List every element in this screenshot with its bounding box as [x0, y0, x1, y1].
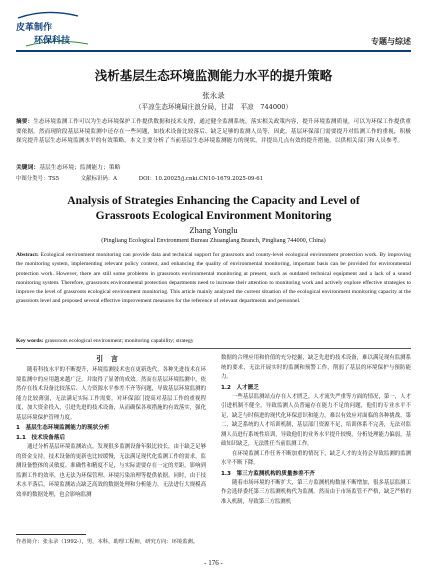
classification-meta [16, 175, 411, 184]
body-column-left [16, 354, 206, 500]
section-divider [16, 348, 411, 349]
document-code: 文献标识码：A [80, 176, 118, 182]
journal-logo [16, 10, 96, 48]
page-header [16, 10, 411, 50]
affiliation-en: (Pingliang Ecological Environment Bureau Zhuanglang Branch, Pingliang 744000, China) [101, 237, 326, 244]
author-footnote: 作者简介：张永录（1992-），男，本科，助理工程师，研究方向：环境监测。 [16, 539, 199, 545]
body-column-right [221, 354, 411, 507]
section-1-3-paragraph: 随着市场环境的不断扩大，第三方监测机构数量不断增加，很多基层监测工作会选择委托第三方监测机构代为监测。然而由于市场监管不严格，缺乏严格的准入机制，导致第三方监测机 [221, 479, 411, 505]
section-1-2-heading: 1.2 人才匮乏 [221, 384, 259, 391]
keywords-cn-text: 基层生态环境；监测能力；策略 [39, 165, 121, 171]
abstract-en-label: Abstract: [16, 252, 39, 258]
section-1-1-heading: 1.1 技术设备落后 [16, 435, 66, 441]
section-1-heading: 1 基层生态环境监测能力的现状分析 [16, 425, 110, 431]
abstract-cn-label: 摘要： [16, 119, 34, 125]
keywords-en-label: Key words: [16, 338, 44, 344]
abstract-cn [16, 118, 411, 147]
keywords-en-text: grassroots ecological environment; monitoring capability; strategy [43, 338, 194, 344]
keywords-cn-label: 关键词： [16, 165, 40, 171]
logo-line2: 环保科技 [34, 36, 71, 46]
intro-paragraph: 随着科技水平的不断提升，环境监测技术也在更新迭代，各种先进技术在环境监测中的应用越来越广泛，并取得了显著的成效。然而在基层环境监测中，依然存在技术设备比较落后、人力资源水平参差不齐等问题，导致基层环境监测的能力比较薄弱，无法满足实际工作需要。对环保部门提高对基层工作的重视程度，加大资金投入，引进先进的技术设备，从而确保各项措施的有效落实，强化基层环境保护管理力度。 [16, 367, 206, 421]
author-en: Zhang Yonglu [189, 225, 238, 235]
section-1-2-paragraph-2: 在环境监测工作任务不断加重的情况下，缺乏人才的支持会导致监测的监测水平不断下降。 [221, 450, 411, 466]
title-en [0, 193, 427, 223]
section-1-1-paragraph: 通过分析基层环境监测站点，发现很多监测设备年限比较长，由于缺乏足够的资金支持，技术设备的更新也比较缓慢，无法满足现代化监测工作的需求，监测设备整体的灵敏度、准确性和精度不足，与实际需要存在一定的差距。影响到监测工作的效率，也无法为环保管理、环境污染治理等提供依据。同时，由于技术水平落后，环境监测站点缺乏高效的数据处理和分析能力，无法进行大规模高效率的数据处理，也会影响监测 [16, 444, 206, 498]
title-cn: 浅析基层生态环境监测能力水平的提升策略 [94, 68, 333, 83]
clc-number: 中图分类号：TS5 [16, 176, 60, 182]
header-rule [16, 50, 411, 52]
abstract-en [16, 251, 411, 307]
author-cn: 张永录 [202, 91, 225, 100]
page-number: - 176 - [204, 559, 223, 567]
affiliation-cn: （平凉生态环境局庄浪分局，甘肃 平凉 744000） [134, 103, 293, 111]
abstract-cn-text: 生态环境监测工作可以为生态环境保护工作提供数据和技术支撑，通过健全监测系统，落实相关政策内容，提升环境监测质量，可以为环保工作提供重要依据。然而现阶段基层环境监测中还存在一些问题，如技术设备比较落后、缺乏足够的监测人员等，因此，基层环保部门需要提升对监测工作的重视，积极探究提升基层生态环境监测水平的有效策略。本文主要分析了当前基层生态环境监测能力的现状，并提出几点有效的提升措施，以供相关部门和人员参考。 [16, 119, 411, 145]
footnote-rule [16, 534, 86, 535]
intro-heading: 引言 [96, 355, 126, 363]
continued-paragraph: 数据的合理应用和价值的充分挖掘，缺乏先进的技术设备，难以满足现有监测系统的要求，无法开展实时的监测和预警工作，削弱了基层的环境保护与预防能力。 [221, 355, 411, 380]
section-label: 专题与综述 [371, 37, 411, 46]
abstract-en-text: Ecological environment monitoring can provide data and technical support for grassroots and county-level ecological environment protection work. By improving the monitoring system, implementing relevant policy content, and enhancing the quality of environmental monitoring, important basis can be provided for environmental protection work. However, there are still some problems in grassroots environmental monitoring at present, such as outdated technical equipment and a lack of a sound monitoring system. Therefore, grassroots environmental protection departments need to increase their attention to monitoring work and actively explore effective strategies to improve the level of grassroots ecological environment monitoring. This article mainly analyzed the current situation of the ecological environment monitoring capacity at the grassroots level and proposed several effective improvement measures for the reference of relevant departments and personnel. [16, 252, 411, 305]
title-en-line2: Grassroots Ecological Environment Monitoring [95, 209, 332, 222]
doi: DOI：10.20025/j.cnki.CN10-1679.2025-09-61 [138, 176, 264, 182]
keywords-en [16, 337, 411, 346]
title-en-line1: Analysis of Strategies Enhancing the Capacity and Level of [67, 194, 360, 207]
keywords-cn [16, 164, 411, 173]
section-1-2-paragraph: 一些基层监测站点存在人才匮乏，人才流失严重等方面的情况，第一，人才引进机制不健全，导致监测人员普遍存在能力不足的问题，他们的专业水平不足，缺乏与时俱进的现代化环保意识和能力，难以有效应对面临的各种挑战。第二，缺乏系统的人才培训机制，基层部门资源不足，培训体系不完善，无法对监测人员进行系统性培训，导致他们的业务水平提升较慢，分析处理能力偏弱，基础知识缺乏，无法胜任当前监测工作。 [221, 393, 411, 447]
section-1-3-heading: 1.3 第三方监测机构的质量参差不齐 [221, 470, 315, 477]
logo-line1: 皮革制作 [16, 23, 53, 33]
